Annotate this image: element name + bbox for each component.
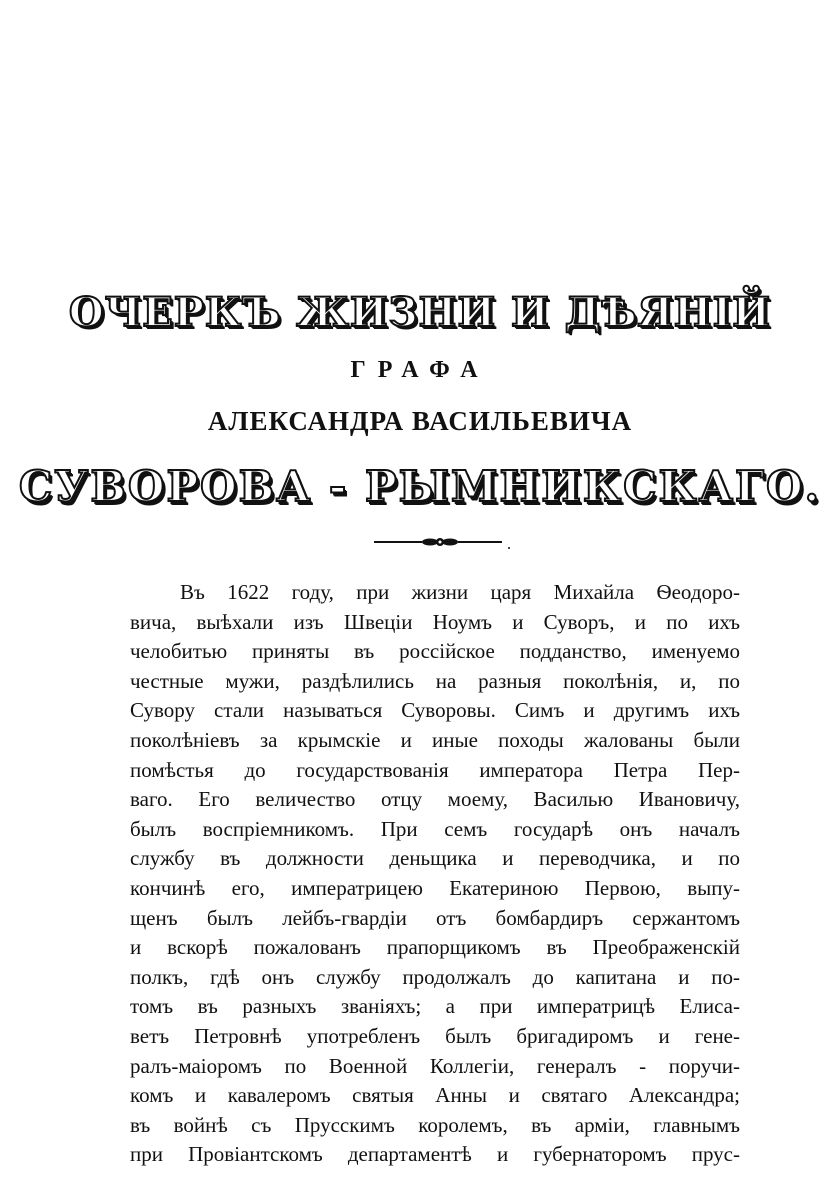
text-line: челобитью приняты въ россійское подданство, именуемо: [130, 639, 740, 664]
text-line: комъ и кавалеромъ святыя Анны и святаго Александра;: [130, 1083, 740, 1108]
text-line: и вскорѣ пожалованъ прапорщикомъ въ Преображенскій: [130, 935, 740, 960]
text-line: томъ въ разныхъ званіяхъ; а при императрицѣ Елиса-: [130, 994, 740, 1019]
text-line: щенъ былъ лейбъ-гвардіи отъ бомбардиръ сержантомъ: [130, 905, 740, 930]
text-line: Въ 1622 году, при жизни царя Михайла Ѳеодоро-: [180, 580, 740, 604]
text-line: былъ воспріемникомъ. При семъ государѣ онъ началъ: [130, 816, 740, 841]
text-line: въ войнѣ съ Прусскимъ королемъ, въ арміи, главнымъ: [130, 1112, 740, 1137]
text-line: службу въ должности деньщика и переводчика, и по: [130, 846, 740, 871]
title-line-name: АЛЕКСАНДРА ВАСИЛЬЕВИЧА: [207, 406, 633, 436]
title-line-grafa: ГРАФА: [350, 357, 490, 383]
text-line: ветъ Петровнѣ употребленъ былъ бригадиромъ и гене-: [130, 1023, 740, 1048]
text-line: ваго. Его величество отцу моему, Василью Ивановичу,: [130, 787, 740, 812]
text-line: помѣстья до государствованія императора Петра Пер-: [130, 757, 740, 782]
ornament-divider-icon: [370, 530, 510, 554]
text-line: поколѣніевъ за крымскіе и иные походы жалованы были: [130, 727, 740, 752]
text-line: кончинѣ его, императрицею Екатериною Первою, выпу-: [130, 875, 740, 900]
text-line: честные мужи, раздѣлились на разныя поколѣнія, и, по: [130, 668, 740, 693]
text-line: ралъ-маіоромъ по Военной Коллегіи, генералъ - поручи-: [130, 1053, 740, 1078]
text-line: вича, выѣхали изъ Швеціи Ноумъ и Суворъ, и по ихъ: [130, 609, 740, 634]
body-paragraph: [130, 578, 740, 1170]
title-line-surname: СУВОРОВА - РЫМНИКСКАГО.: [18, 462, 822, 511]
title-line-ocherk: ОЧЕРКЪ ЖИЗНИ И ДѢЯНІЙ: [68, 289, 772, 336]
text-line: Сувору стали называться Суворовы. Симъ и другимъ ихъ: [130, 698, 740, 723]
text-line: при Провіантскомъ департаментѣ и губернаторомъ прус-: [130, 1142, 740, 1167]
text-line: полкъ, гдѣ онъ службу продолжалъ до капитана и по-: [130, 964, 740, 989]
